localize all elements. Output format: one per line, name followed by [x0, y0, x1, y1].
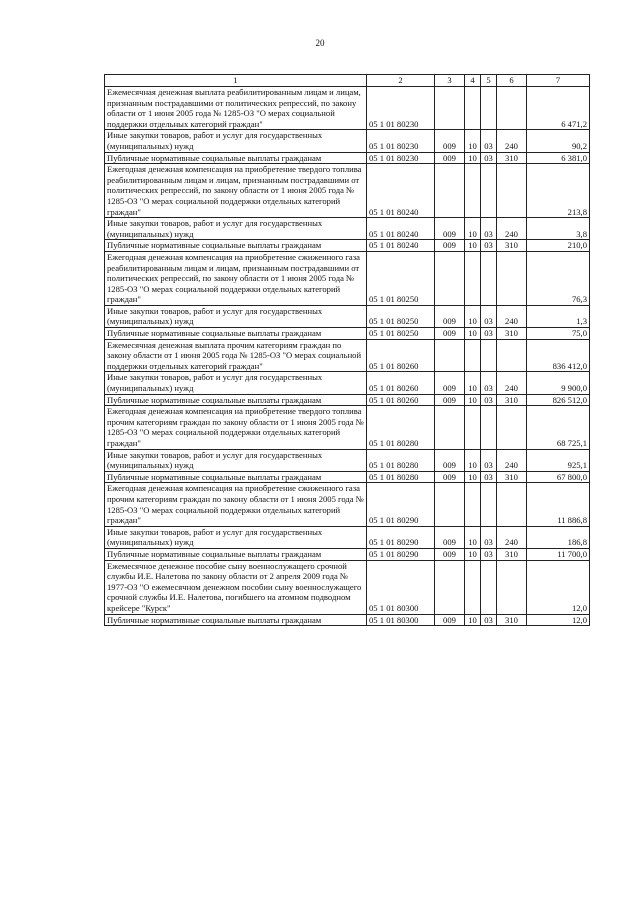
target-code: 05 1 01 80300 [367, 560, 435, 614]
table-body [105, 87, 590, 626]
amount: 3,8 [527, 218, 590, 240]
table-row [105, 614, 590, 626]
expense-type-code [497, 164, 527, 218]
table-row [105, 548, 590, 560]
table-row [105, 372, 590, 394]
page-number: 20 [315, 38, 325, 48]
amount: 6 471,2 [527, 87, 590, 130]
section-code [465, 483, 481, 526]
section-code [465, 560, 481, 614]
department-code: 009 [435, 218, 465, 240]
amount: 76,3 [527, 251, 590, 305]
expense-type-code: 240 [497, 526, 527, 548]
department-code [435, 483, 465, 526]
amount: 11 886,8 [527, 483, 590, 526]
section-code [465, 406, 481, 449]
target-code: 05 1 01 80290 [367, 526, 435, 548]
target-code: 05 1 01 80250 [367, 305, 435, 327]
subsection-code: 03 [481, 548, 497, 560]
expense-type-code: 310 [497, 548, 527, 560]
subsection-code: 03 [481, 240, 497, 252]
department-code: 009 [435, 526, 465, 548]
target-code: 05 1 01 80260 [367, 339, 435, 372]
table-row [105, 130, 590, 152]
department-code: 009 [435, 394, 465, 406]
department-code: 009 [435, 328, 465, 340]
budget-table [104, 74, 590, 626]
amount: 90,2 [527, 130, 590, 152]
section-code: 10 [465, 130, 481, 152]
subsection-code [481, 483, 497, 526]
item-name: Иные закупки товаров, работ и услуг для государственных (муниципальных) нужд [105, 305, 367, 327]
target-code: 05 1 01 80230 [367, 152, 435, 164]
section-code [465, 87, 481, 130]
target-code: 05 1 01 80280 [367, 471, 435, 483]
column-header: 3 [435, 75, 465, 87]
column-header: 7 [527, 75, 590, 87]
amount: 75,0 [527, 328, 590, 340]
amount: 826 512,0 [527, 394, 590, 406]
expense-type-code: 310 [497, 614, 527, 626]
subsection-code: 03 [481, 218, 497, 240]
target-code: 05 1 01 80250 [367, 328, 435, 340]
item-name: Публичные нормативные социальные выплаты гражданам [105, 548, 367, 560]
item-name: Публичные нормативные социальные выплаты гражданам [105, 394, 367, 406]
amount: 12,0 [527, 560, 590, 614]
amount: 213,8 [527, 164, 590, 218]
amount: 836 412,0 [527, 339, 590, 372]
subsection-code [481, 251, 497, 305]
expense-type-code [497, 339, 527, 372]
target-code: 05 1 01 80240 [367, 240, 435, 252]
table-row [105, 449, 590, 471]
table-row [105, 328, 590, 340]
table-row [105, 339, 590, 372]
column-header: 6 [497, 75, 527, 87]
item-name: Иные закупки товаров, работ и услуг для государственных (муниципальных) нужд [105, 130, 367, 152]
subsection-code [481, 164, 497, 218]
target-code: 05 1 01 80230 [367, 87, 435, 130]
amount: 11 700,0 [527, 548, 590, 560]
section-code: 10 [465, 372, 481, 394]
department-code [435, 339, 465, 372]
subsection-code: 03 [481, 471, 497, 483]
subsection-code [481, 406, 497, 449]
expense-type-code [497, 406, 527, 449]
item-name: Иные закупки товаров, работ и услуг для государственных (муниципальных) нужд [105, 372, 367, 394]
target-code: 05 1 01 80240 [367, 164, 435, 218]
target-code: 05 1 01 80260 [367, 372, 435, 394]
table-row [105, 152, 590, 164]
item-name: Ежегодная денежная компенсация на приобретение твердого топлива прочим категориям граждан по закону области от 1 июня 2005 года № 1285-ОЗ "О мерах социальной поддержки отдельных категорий граждан" [105, 406, 367, 449]
target-code: 05 1 01 80260 [367, 394, 435, 406]
target-code: 05 1 01 80240 [367, 218, 435, 240]
amount: 9 900,0 [527, 372, 590, 394]
target-code: 05 1 01 80300 [367, 614, 435, 626]
table-row [105, 87, 590, 130]
department-code [435, 251, 465, 305]
section-code: 10 [465, 240, 481, 252]
table-row [105, 471, 590, 483]
item-name: Иные закупки товаров, работ и услуг для государственных (муниципальных) нужд [105, 526, 367, 548]
item-name: Иные закупки товаров, работ и услуг для государственных (муниципальных) нужд [105, 218, 367, 240]
table-row [105, 526, 590, 548]
item-name: Публичные нормативные социальные выплаты гражданам [105, 240, 367, 252]
item-name: Ежегодная денежная компенсация на приобретение сжиженного газа прочим категориям граждан по закону области от 1 июня 2005 года № 1285-ОЗ "О мерах социальной поддержки отдельных категорий граждан" [105, 483, 367, 526]
target-code: 05 1 01 80290 [367, 483, 435, 526]
target-code: 05 1 01 80230 [367, 130, 435, 152]
subsection-code: 03 [481, 372, 497, 394]
subsection-code: 03 [481, 449, 497, 471]
subsection-code [481, 560, 497, 614]
subsection-code: 03 [481, 130, 497, 152]
department-code: 009 [435, 614, 465, 626]
table-row [105, 240, 590, 252]
expense-type-code: 240 [497, 449, 527, 471]
amount: 68 725,1 [527, 406, 590, 449]
amount: 186,8 [527, 526, 590, 548]
subsection-code: 03 [481, 526, 497, 548]
section-code: 10 [465, 152, 481, 164]
section-code: 10 [465, 328, 481, 340]
column-header: 4 [465, 75, 481, 87]
expense-type-code [497, 560, 527, 614]
section-code: 10 [465, 449, 481, 471]
item-name: Публичные нормативные социальные выплаты гражданам [105, 471, 367, 483]
expense-type-code: 240 [497, 305, 527, 327]
target-code: 05 1 01 80290 [367, 548, 435, 560]
table-row [105, 218, 590, 240]
amount: 210,0 [527, 240, 590, 252]
header-row [105, 75, 590, 87]
subsection-code [481, 87, 497, 130]
subsection-code: 03 [481, 328, 497, 340]
department-code [435, 406, 465, 449]
department-code: 009 [435, 240, 465, 252]
subsection-code: 03 [481, 152, 497, 164]
item-name: Ежегодная денежная компенсация на приобретение твердого топлива реабилитированным лицам и лицам, признанным пострадавшими от политических репрессий, по закону области от 1 июня 2005 года № 1285-ОЗ "О мерах социальной поддержки отдельных категорий граждан" [105, 164, 367, 218]
table-row [105, 164, 590, 218]
target-code: 05 1 01 80250 [367, 251, 435, 305]
department-code [435, 560, 465, 614]
department-code: 009 [435, 130, 465, 152]
section-code: 10 [465, 305, 481, 327]
expense-type-code: 310 [497, 240, 527, 252]
item-name: Ежемесячная денежная выплата прочим категориям граждан по закону области от 1 июня 2005 года № 1285-ОЗ "О мерах социальной поддержки отдельных категорий граждан" [105, 339, 367, 372]
table-row [105, 251, 590, 305]
item-name: Ежемесячное денежное пособие сыну военнослужащего срочной службы И.Е. Налетова по закону области от 2 апреля 2009 года № 1977-ОЗ "О ежемесячном денежном пособии сыну военнослужащего срочной службы И.Е. Налетова, погибшего на атомном подводном крейсере "Курск" [105, 560, 367, 614]
section-code: 10 [465, 471, 481, 483]
table-row [105, 406, 590, 449]
subsection-code: 03 [481, 394, 497, 406]
expense-type-code: 240 [497, 130, 527, 152]
department-code: 009 [435, 471, 465, 483]
amount: 12,0 [527, 614, 590, 626]
section-code [465, 339, 481, 372]
target-code: 05 1 01 80280 [367, 449, 435, 471]
section-code: 10 [465, 394, 481, 406]
expense-type-code: 240 [497, 218, 527, 240]
department-code: 009 [435, 372, 465, 394]
amount: 1,3 [527, 305, 590, 327]
item-name: Публичные нормативные социальные выплаты гражданам [105, 614, 367, 626]
item-name: Ежемесячная денежная выплата реабилитированным лицам и лицам, признанным пострадавшими от политических репрессий, по закону области от 1 июня 2005 года № 1285-ОЗ "О мерах социальной поддержки отдельных категорий граждан" [105, 87, 367, 130]
subsection-code: 03 [481, 305, 497, 327]
subsection-code: 03 [481, 614, 497, 626]
column-header: 2 [367, 75, 435, 87]
table-row [105, 560, 590, 614]
column-header: 5 [481, 75, 497, 87]
expense-type-code [497, 251, 527, 305]
department-code: 009 [435, 305, 465, 327]
subsection-code [481, 339, 497, 372]
expense-type-code: 240 [497, 372, 527, 394]
section-code: 10 [465, 614, 481, 626]
section-code: 10 [465, 526, 481, 548]
department-code: 009 [435, 548, 465, 560]
item-name: Публичные нормативные социальные выплаты гражданам [105, 328, 367, 340]
amount: 925,1 [527, 449, 590, 471]
table-row [105, 394, 590, 406]
table-row [105, 305, 590, 327]
department-code [435, 164, 465, 218]
amount: 67 800,0 [527, 471, 590, 483]
department-code: 009 [435, 152, 465, 164]
target-code: 05 1 01 80280 [367, 406, 435, 449]
expense-type-code: 310 [497, 328, 527, 340]
amount: 6 381,0 [527, 152, 590, 164]
column-header: 1 [105, 75, 367, 87]
expense-type-code: 310 [497, 471, 527, 483]
expense-type-code: 310 [497, 152, 527, 164]
department-code [435, 87, 465, 130]
section-code [465, 164, 481, 218]
section-code [465, 251, 481, 305]
department-code: 009 [435, 449, 465, 471]
expense-type-code: 310 [497, 394, 527, 406]
item-name: Ежегодная денежная компенсация на приобретение сжиженного газа реабилитированным лицам и лицам, признанным пострадавшими от политических репрессий, по закону области от 1 июня 2005 года № 1285-ОЗ "О мерах социальной поддержки отдельных категорий граждан" [105, 251, 367, 305]
expense-type-code [497, 483, 527, 526]
section-code: 10 [465, 218, 481, 240]
expense-type-code [497, 87, 527, 130]
table-row [105, 483, 590, 526]
item-name: Публичные нормативные социальные выплаты гражданам [105, 152, 367, 164]
section-code: 10 [465, 548, 481, 560]
item-name: Иные закупки товаров, работ и услуг для государственных (муниципальных) нужд [105, 449, 367, 471]
